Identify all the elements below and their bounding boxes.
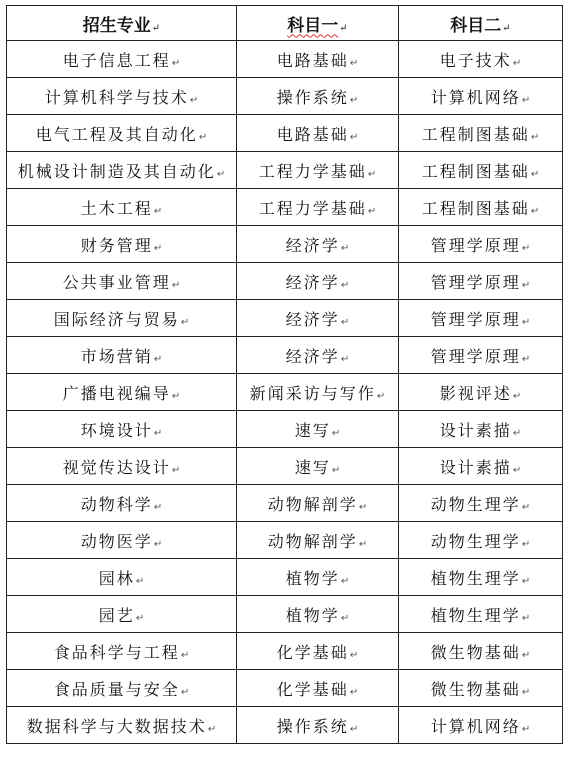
paragraph-mark-icon: ↵ [340,279,350,291]
table-row [7,485,563,522]
paragraph-mark-icon: ↵ [340,575,350,587]
cell-subject-1 [237,41,399,78]
cell-subject-2 [399,485,563,522]
paragraph-mark-icon: ↵ [521,353,531,365]
cell-subject-1 [237,115,399,152]
paragraph-mark-icon: ↵ [512,390,522,402]
cell-text: 电子信息工程 [62,50,171,70]
cell-subject-2 [399,559,563,596]
cell-major [7,670,237,707]
cell-text: 园林 [98,568,135,588]
paragraph-mark-icon: ↵ [340,612,350,624]
cell-text: 化学基础 [276,679,349,699]
table-row [7,522,563,559]
cell-text: 新闻采访与写作 [249,383,376,403]
paragraph-mark-icon: ↵ [135,575,145,587]
table-row [7,559,563,596]
paragraph-mark-icon: ↵ [339,22,348,34]
cell-subject-1 [237,707,399,744]
cell-text: 园艺 [98,605,135,625]
cell-subject-2 [399,633,563,670]
cell-text: 公共事业管理 [62,272,171,292]
cell-major [7,707,237,744]
paragraph-mark-icon: ↵ [340,242,350,254]
cell-text: 经济学 [285,309,340,329]
cell-subject-2 [399,596,563,633]
paragraph-mark-icon: ↵ [521,538,531,550]
cell-subject-2 [399,670,563,707]
paragraph-mark-icon: ↵ [153,538,163,550]
cell-text: 经济学 [285,346,340,366]
cell-text: 电气工程及其自动化 [35,124,198,144]
paragraph-mark-icon: ↵ [349,94,359,106]
paragraph-mark-icon: ↵ [349,131,359,143]
paragraph-mark-icon: ↵ [530,168,540,180]
cell-major [7,152,237,189]
table-row [7,152,563,189]
paragraph-mark-icon: ↵ [512,464,522,476]
cell-subject-2 [399,448,563,485]
paragraph-mark-icon: ↵ [153,427,163,439]
cell-major [7,41,237,78]
cell-subject-2 [399,411,563,448]
header-cell-subject-2 [399,6,563,41]
cell-text: 食品科学与工程 [53,642,180,662]
table-row [7,300,563,337]
paragraph-mark-icon: ↵ [153,242,163,254]
cell-text: 国际经济与贸易 [53,309,180,329]
paragraph-mark-icon: ↵ [189,94,199,106]
paragraph-mark-icon: ↵ [521,649,531,661]
table-row [7,263,563,300]
cell-text: 经济学 [285,272,340,292]
paragraph-mark-icon: ↵ [349,723,359,735]
cell-text: 电子技术 [439,50,512,70]
cell-text: 数据科学与大数据技术 [26,716,207,736]
paragraph-mark-icon: ↵ [521,612,531,624]
cell-text: 经济学 [285,235,340,255]
paragraph-mark-icon: ↵ [521,501,531,513]
cell-text: 动物生理学 [430,531,521,551]
cell-text: 动物解剖学 [267,531,358,551]
cell-text: 植物生理学 [430,568,521,588]
cell-subject-2 [399,41,563,78]
paragraph-mark-icon: ↵ [349,686,359,698]
cell-text: 计算机科学与技术 [44,87,189,107]
cell-major [7,559,237,596]
cell-subject-1 [237,522,399,559]
cell-text: 植物学 [285,605,340,625]
cell-text: 计算机网络 [430,716,521,736]
cell-major [7,78,237,115]
cell-text: 机械设计制造及其自动化 [17,161,216,181]
cell-text: 视觉传达设计 [62,457,171,477]
cell-major [7,374,237,411]
paragraph-mark-icon: ↵ [521,94,531,106]
paragraph-mark-icon: ↵ [180,649,190,661]
header-text: 科目一 [287,15,339,36]
cell-subject-2 [399,707,563,744]
table-row [7,670,563,707]
cell-text: 食品质量与安全 [53,679,180,699]
cell-text: 微生物基础 [430,642,521,662]
cell-text: 微生物基础 [430,679,521,699]
table-row [7,337,563,374]
cell-subject-1 [237,559,399,596]
cell-text: 影视评述 [439,383,512,403]
cell-subject-2 [399,300,563,337]
table-row [7,226,563,263]
cell-major [7,337,237,374]
paragraph-mark-icon: ↵ [135,612,145,624]
cell-subject-2 [399,78,563,115]
cell-major [7,596,237,633]
cell-text: 植物生理学 [430,605,521,625]
paragraph-mark-icon: ↵ [171,390,181,402]
cell-text: 工程制图基础 [421,124,530,144]
cell-text: 工程力学基础 [258,161,367,181]
paragraph-mark-icon: ↵ [198,131,208,143]
paragraph-mark-icon: ↵ [180,316,190,328]
paragraph-mark-icon: ↵ [207,723,217,735]
paragraph-mark-icon: ↵ [151,22,161,34]
cell-subject-1 [237,670,399,707]
cell-major [7,633,237,670]
table-body [7,41,563,744]
paragraph-mark-icon: ↵ [521,279,531,291]
cell-text: 工程力学基础 [258,198,367,218]
paragraph-mark-icon: ↵ [349,649,359,661]
cell-major [7,411,237,448]
paragraph-mark-icon: ↵ [340,316,350,328]
cell-subject-1 [237,189,399,226]
cell-subject-1 [237,78,399,115]
table-row [7,411,563,448]
cell-text: 电路基础 [276,124,349,144]
cell-subject-2 [399,189,563,226]
paragraph-mark-icon: ↵ [521,316,531,328]
cell-subject-1 [237,152,399,189]
cell-text: 操作系统 [276,716,349,736]
paragraph-mark-icon: ↵ [180,686,190,698]
paragraph-mark-icon: ↵ [153,501,163,513]
cell-text: 市场营销 [80,346,153,366]
paragraph-mark-icon: ↵ [512,427,522,439]
cell-text: 广播电视编导 [62,383,171,403]
cell-text: 工程制图基础 [421,161,530,181]
paragraph-mark-icon: ↵ [349,57,359,69]
header-cell-subject-1 [237,6,399,41]
cell-text: 管理学原理 [430,235,521,255]
paragraph-mark-icon: ↵ [376,390,386,402]
cell-subject-1 [237,337,399,374]
paragraph-mark-icon: ↵ [367,168,377,180]
paragraph-mark-icon: ↵ [358,538,368,550]
cell-text: 操作系统 [276,87,349,107]
paragraph-mark-icon: ↵ [367,205,377,217]
cell-text: 动物科学 [80,494,153,514]
cell-subject-2 [399,115,563,152]
cell-major [7,300,237,337]
paragraph-mark-icon: ↵ [331,427,341,439]
paragraph-mark-icon: ↵ [340,353,350,365]
header-row [7,6,563,41]
header-cell-major [7,6,237,41]
cell-major [7,263,237,300]
cell-text: 设计素描 [439,420,512,440]
cell-subject-2 [399,374,563,411]
paragraph-mark-icon: ↵ [521,575,531,587]
cell-subject-1 [237,485,399,522]
cell-text: 植物学 [285,568,340,588]
cell-subject-1 [237,411,399,448]
header-text: 招生专业 [82,15,151,36]
cell-text: 动物解剖学 [267,494,358,514]
header-text: 科目二 [450,15,502,36]
cell-text: 速写 [294,457,331,477]
cell-major [7,115,237,152]
paragraph-mark-icon: ↵ [331,464,341,476]
cell-subject-1 [237,374,399,411]
table-row [7,115,563,152]
cell-text: 动物医学 [80,531,153,551]
cell-text: 动物生理学 [430,494,521,514]
cell-text: 化学基础 [276,642,349,662]
paragraph-mark-icon: ↵ [153,205,163,217]
cell-text: 环境设计 [80,420,153,440]
cell-subject-1 [237,263,399,300]
cell-major [7,485,237,522]
cell-major [7,226,237,263]
table-row [7,78,563,115]
cell-subject-2 [399,263,563,300]
paragraph-mark-icon: ↵ [530,205,540,217]
cell-text: 管理学原理 [430,346,521,366]
cell-text: 电路基础 [276,50,349,70]
paragraph-mark-icon: ↵ [521,686,531,698]
cell-text: 速写 [294,420,331,440]
paragraph-mark-icon: ↵ [216,168,226,180]
cell-subject-2 [399,226,563,263]
table-row [7,189,563,226]
subjects-table [6,5,563,744]
cell-subject-1 [237,596,399,633]
paragraph-mark-icon: ↵ [171,279,181,291]
cell-text: 设计素描 [439,457,512,477]
cell-text: 工程制图基础 [421,198,530,218]
paragraph-mark-icon: ↵ [521,723,531,735]
cell-major [7,189,237,226]
cell-subject-2 [399,152,563,189]
paragraph-mark-icon: ↵ [153,353,163,365]
paragraph-mark-icon: ↵ [530,131,540,143]
cell-subject-1 [237,633,399,670]
cell-text: 管理学原理 [430,272,521,292]
cell-major [7,448,237,485]
cell-text: 计算机网络 [430,87,521,107]
cell-subject-1 [237,300,399,337]
cell-text: 土木工程 [80,198,153,218]
table-row [7,596,563,633]
cell-subject-2 [399,337,563,374]
cell-major [7,522,237,559]
table-row [7,374,563,411]
cell-subject-1 [237,226,399,263]
cell-text: 财务管理 [80,235,153,255]
paragraph-mark-icon: ↵ [171,57,181,69]
paragraph-mark-icon: ↵ [171,464,181,476]
paragraph-mark-icon: ↵ [358,501,368,513]
paragraph-mark-icon: ↵ [502,22,511,34]
table-row [7,633,563,670]
table-row [7,41,563,78]
table-row [7,707,563,744]
table-row [7,448,563,485]
cell-subject-2 [399,522,563,559]
paragraph-mark-icon: ↵ [521,242,531,254]
cell-text: 管理学原理 [430,309,521,329]
paragraph-mark-icon: ↵ [512,57,522,69]
cell-subject-1 [237,448,399,485]
